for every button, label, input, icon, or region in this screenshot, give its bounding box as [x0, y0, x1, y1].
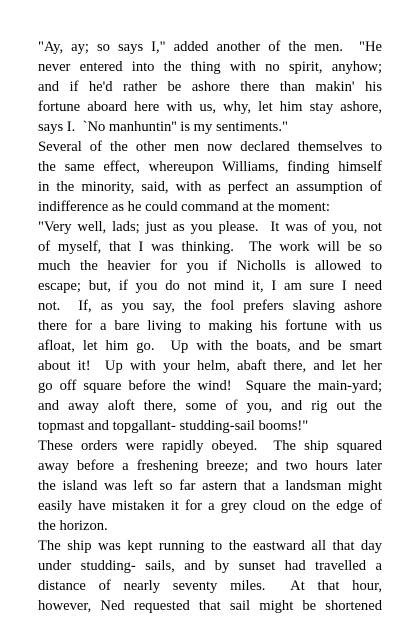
text-line: never entered into the thing with no spirit, anyhow; [38, 58, 382, 75]
text-line: distance of nearly seventy miles. At that hour, [38, 577, 382, 594]
text-line: the island was left so far astern that a landsman might [38, 477, 382, 494]
text-line: "Very well, lads; just as you please. It was of you, not [38, 218, 382, 235]
paragraph-running-eastward [38, 537, 382, 617]
text-line: however, Ned requested that sail might be shortened [38, 597, 382, 614]
text-line: in the minority, said, with as perfect an assumption of [38, 178, 382, 195]
text-line: says I. `No manhuntin'' is my sentiments." [38, 118, 288, 135]
text-line: "Ay, ay; so says I," added another of the men. "He [38, 39, 382, 55]
text-line: These orders were rapidly obeyed. The ship squared [38, 438, 382, 455]
text-line: go off square before the wind! Square the main-yard; [38, 378, 382, 395]
text-line: and away aloft there, some of you, and rig out the [38, 398, 382, 415]
text-line: not. If, as you say, the fool prefers slaving ashore [38, 298, 382, 315]
text-line: about it! Up with your helm, abaft there, and let her [38, 358, 382, 375]
text-line: escape; but, if you do not mind it, I am sure I need [38, 278, 382, 295]
text-line: easily have mistaken it for a grey cloud on the edge of [38, 497, 382, 514]
text-line: away before a freshening breeze; and two hours later [38, 458, 382, 475]
text-line: of myself, that I was thinking. The work will be so [38, 238, 382, 255]
text-line: the same effect, whereupon Williams, finding himself [38, 158, 382, 175]
text-line: and if he'd rather be ashore there than makin' his [38, 78, 382, 95]
paragraph-crew-reply [38, 38, 382, 138]
text-line: there for a bare living to making his fortune with us [38, 318, 382, 335]
paragraph-williams-minority [38, 138, 382, 218]
text-line: under studding- sails, and by sunset had travelled a [38, 557, 382, 574]
text-line: afloat, let him go. Up with the boats, and be smart [38, 338, 382, 355]
text-line: fortune aboard here with us, why, let him stay ashore, [38, 98, 382, 115]
text-line: The ship was kept running to the eastward all that day [38, 537, 382, 554]
text-line: indifference as he could command at the moment: [38, 198, 330, 215]
paragraph-orders-obeyed [38, 437, 382, 537]
text-line: much the heavier for you if Nicholls is allowed to [38, 258, 382, 275]
paragraph-williams-orders [38, 218, 382, 437]
text-line: the horizon. [38, 517, 108, 534]
text-line: topmast and topgallant- studding-sail booms!" [38, 418, 309, 435]
text-line: Several of the other men now declared themselves to [38, 138, 382, 155]
